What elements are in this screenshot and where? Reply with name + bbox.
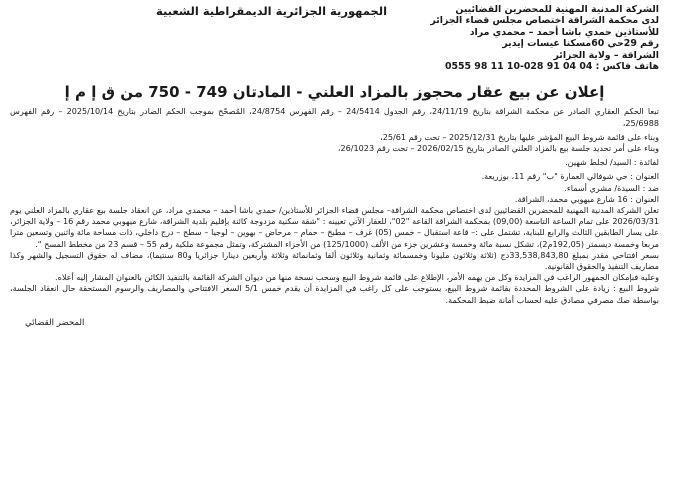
paragraph: لفائدة : السيد/ لجلط شهين. — [565, 157, 659, 168]
firm-info — [387, 4, 659, 72]
paragraph: العنوان : 16 شارع ميهوبي محمد، الشراقة. — [514, 193, 659, 204]
paragraph: وبناء على أمر تحديد جلسة بيع بالمزاد العلني الصادر بتاريخ 2026/02/15 – تحت رقم 26/1023، — [337, 143, 659, 154]
firm-line: للأستاذين حمدي باشا أحمد – محمدي مراد — [469, 26, 659, 38]
republic-heading: الجمهورية الجزائرية الديمقراطية الشعبية — [156, 4, 388, 18]
paragraph: بسعر افتتاحي مقدر بمبلغ 33,538,843,80دج (ثلاثة وثلاثون مليونا وخمسمائة وثمانية وثلاثون ألفا وثمانمائة وثلاثة وأربعين دينارا جزائريا و80 سنتيما)، مضاف له حقوق التسجيل والشهر وكذا مصاريف التنفيذ والحقوق القانونية. — [10, 249, 659, 272]
phone-fax: هاتف فاكس : 04 04 91 028-10 11 98 0555 — [444, 61, 659, 73]
paragraph: تبعا الحكم العقاري الصادر عن محكمة الشراقة بتاريخ 24/11/19، رقم الجدول 24/5414 – رقم الفهرس 24/8754، المُصحّح بموجب الحكم الصادر بتاريخ 2025/10/14 – رقم الفهرس 25/6988، — [10, 106, 659, 128]
signature: المحضر القضائي — [25, 317, 85, 328]
paragraph: ضد : السيدة/ مشري أسماء. — [564, 182, 659, 193]
announcement-body — [10, 106, 659, 305]
announcement-title: إعلان عن بيع عقار محجوز بالمزاد العلني - المادتان 749 - 750 من ق إ م إ — [64, 83, 605, 102]
header — [10, 4, 659, 72]
firm-line: رقم 29حي 60مسكنا عيسات إيدير — [502, 38, 659, 50]
paragraph: وعليه فبإمكان الجمهور الراغب في المزايدة وكل من يهمه الأمر، الإطلاع على قائمة شروط البيع وسحب نسخة منها من ديوان الشركة القائمة بالتنفيذ الكائن بالعنوان المشار إليه أعلاه. — [55, 272, 659, 283]
paragraph: تعلن الشركة المدنية المهنية للمحضرين القضائيين لدى اختصاص محكمة الشراقة– مجلس قضاء الجزائر للأستاذين/ حمدي باشا أحمد – محمدي مراد، عن انعقاد جلسة بيع عقاري بالمزاد العلني يوم 2026/03/31 على تمام الساعة التاسعة (09,00) بمحكمة الشراقة القاعة "02"، للعقار الآتي تعيينه : "شقة سكنية مزدوجة كائنة بإقليم بلدية الشراقة، شارع ميهوبي محمد رقم 16 – ولاية الجزائر، على يسار الطابقين الثالث والرابع للبناية، تشتمل على :– قاعة استقبال – خمس (05) غرف – مطبخ – حمام – مرحاض – بهوين – لوجيا – سطح – درج داخلي، ذات مساحة مائة واثنين وتسعين مترا مربعا وخمسة ديسمتر (192,05م2)، تشكل نسبة مائة وخمسة وعشرين جزء من الألف (125/1000) من الأجزاء المشتركة، وتمثل مجموعة ملكية رقم 55 – قسم 23 من مخطط المسح ". — [10, 205, 659, 249]
paragraph: العنوان : حي شوفالي العمارة "ب" رقم 11، بوزريعة. — [481, 171, 659, 182]
firm-line: الشركة المدنية المهنية للمحضرين القضائيين — [455, 4, 659, 15]
paragraph: شروط البيع : زيادة على الشروط المحددة بقائمة شروط البيع، يستوجب على كل راغب في المزايدة أن يقدم خمس 5/1 السعر الافتتاحي والمصاريف والرسوم المستحقة حال انعقاد الجلسة، بواسطة صك مصرفي مصادق عليه لحساب أمانة ضبط المحكمة. — [10, 283, 659, 305]
paragraph: وبناء على قائمة شروط البيع المؤشر عليها بتاريخ 2025/12/31 – تحت رقم 25/61، — [380, 131, 659, 142]
firm-line: لدى محكمة الشراقة اختصاص مجلس قضاء الجزائر — [430, 15, 659, 27]
firm-line: الشراقة – ولاية الجزائر — [553, 49, 659, 61]
